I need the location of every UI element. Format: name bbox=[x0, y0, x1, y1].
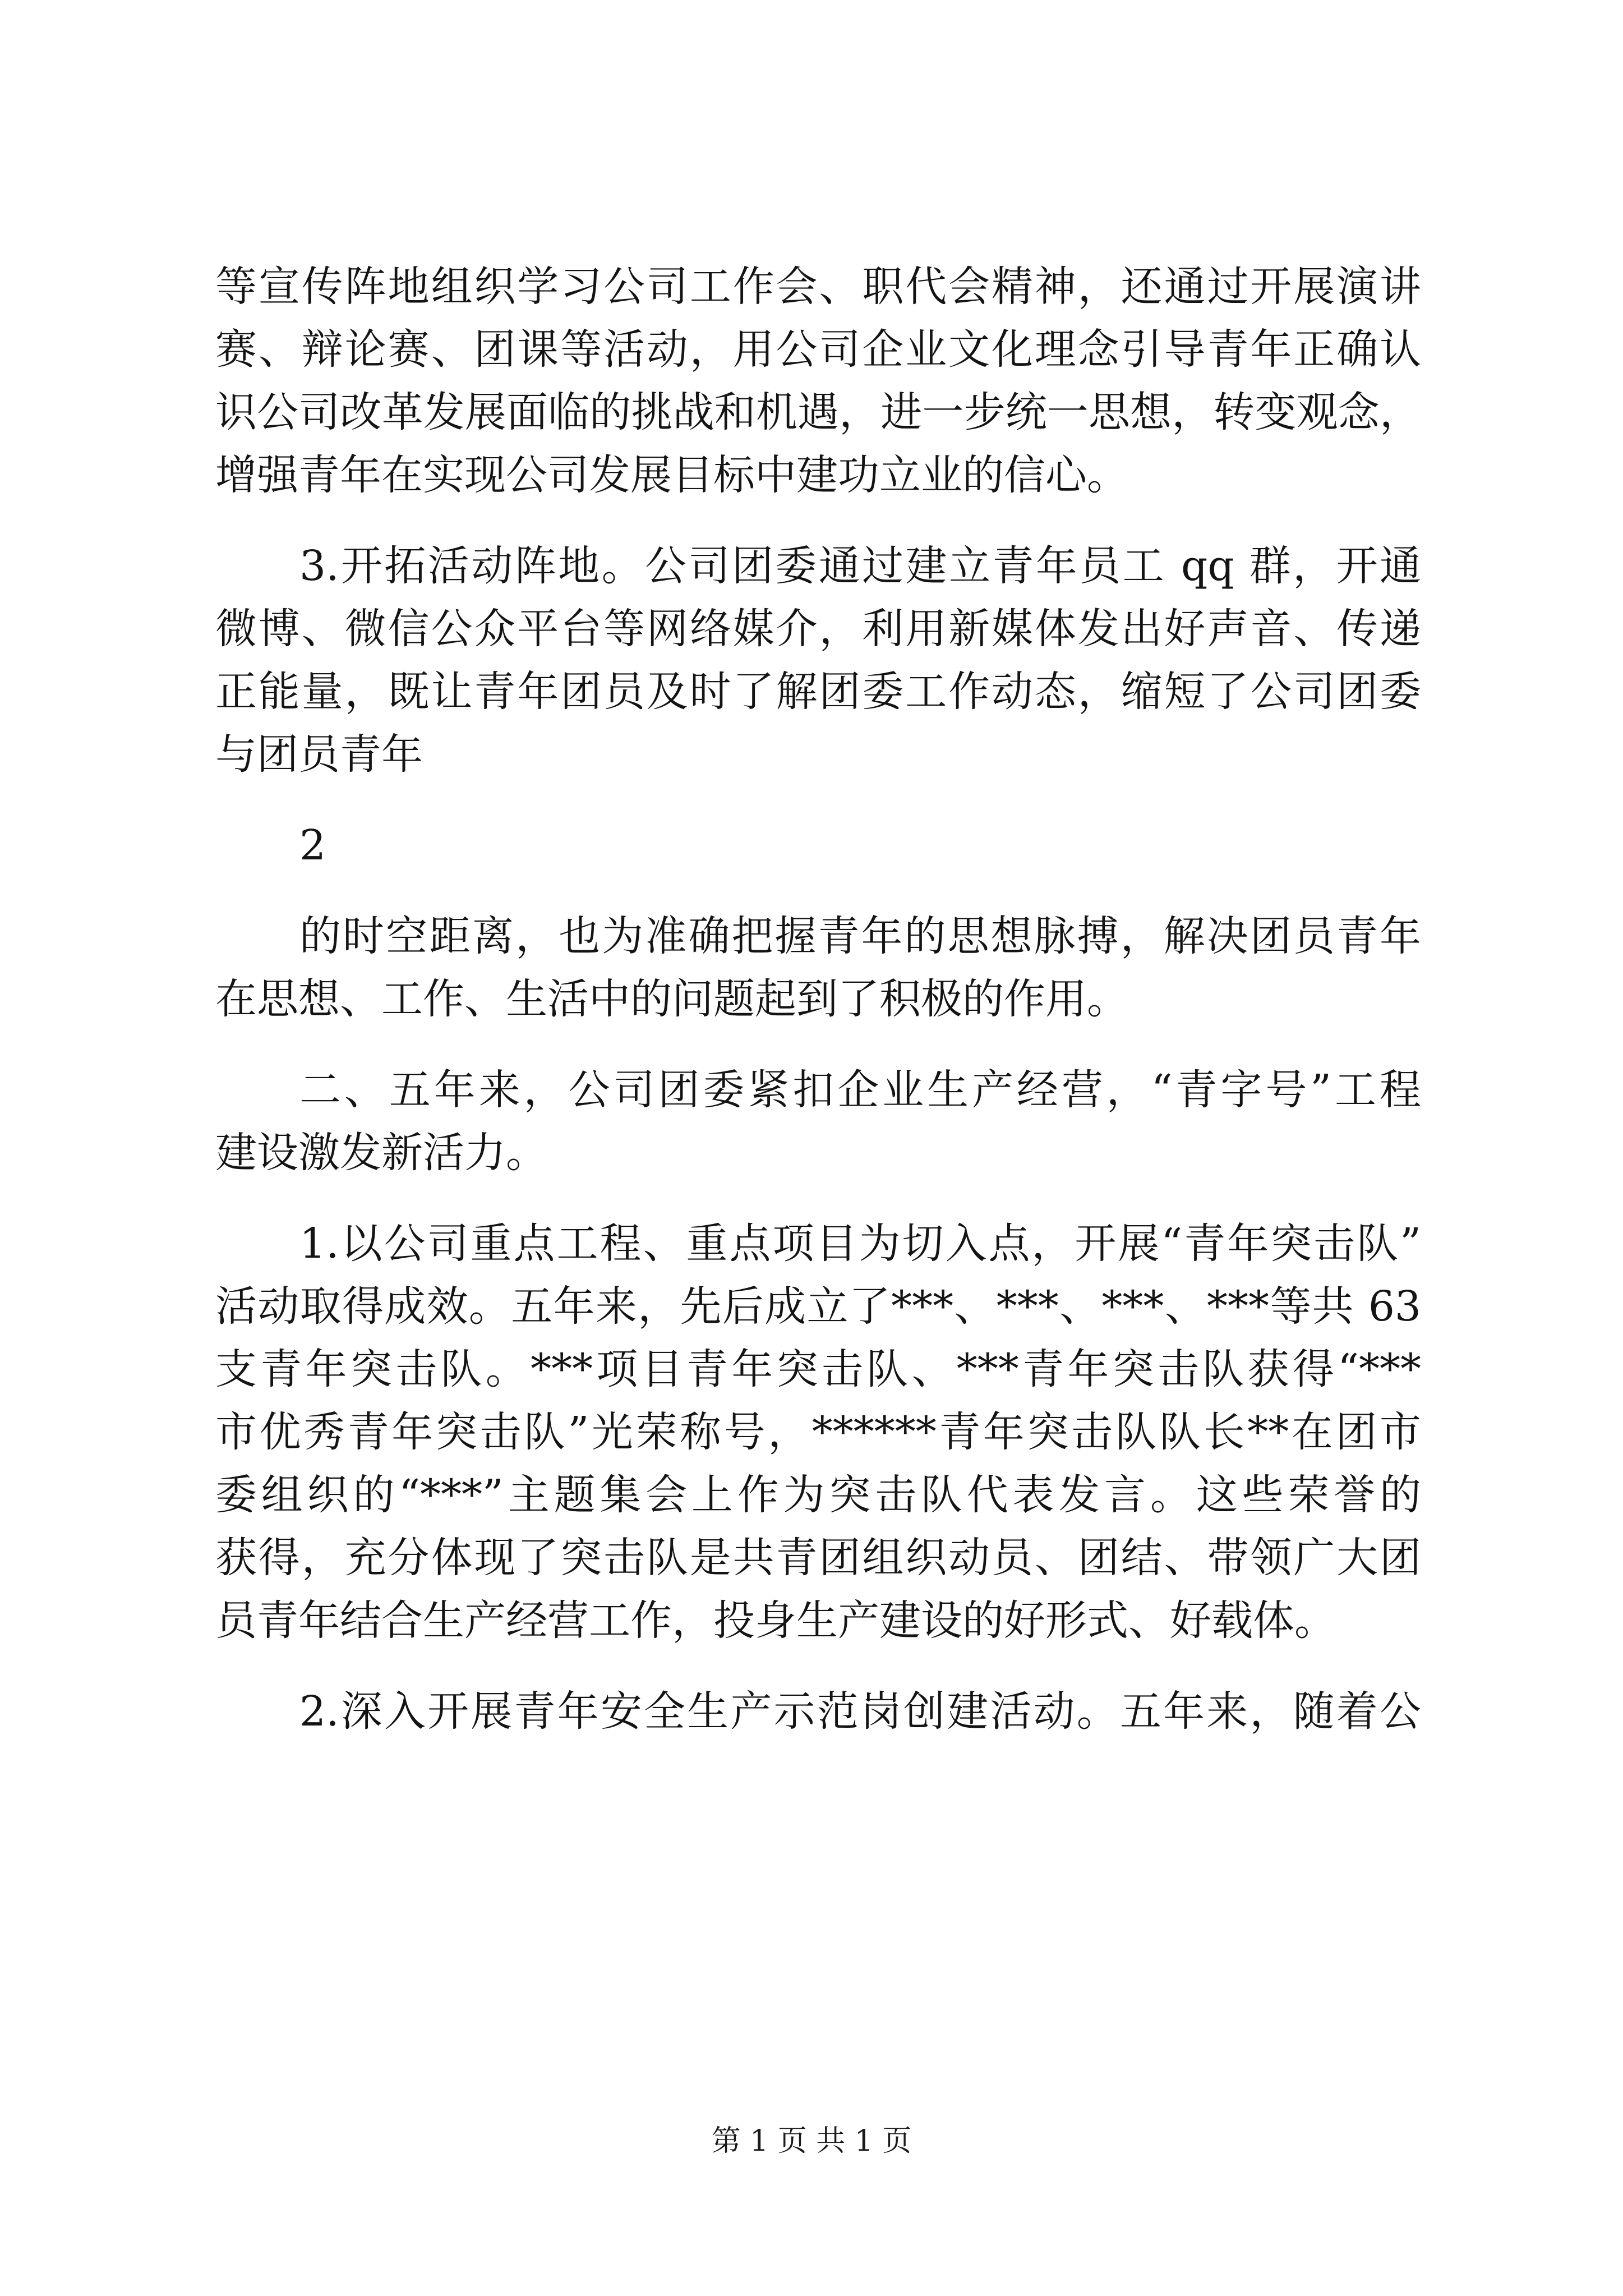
text-line: 1.以公司重点工程、重点项目为切入点，开展“青年突击队” bbox=[299, 1220, 1421, 1268]
text-line: 二、五年来，公司团委紧扣企业生产经营，“青字号”工程 bbox=[299, 1066, 1421, 1114]
text-line: 委组织的“***”主题集会上作为突击队代表发言。这些荣誉的 bbox=[215, 1471, 1421, 1519]
text-line: 获得，充分体现了突击队是共青团组织动员、团结、带领广大团 bbox=[215, 1534, 1421, 1582]
text-line: 支青年突击队。***项目青年突击队、***青年突击队获得“*** bbox=[215, 1345, 1421, 1393]
text-line: 增强青年在实现公司发展目标中建功立业的信心。 bbox=[215, 451, 1128, 499]
document-body bbox=[215, 255, 1421, 1743]
text-line: 赛、辩论赛、团课等活动，用公司企业文化理念引导青年正确认 bbox=[215, 325, 1421, 374]
text-line: 的时空距离，也为准确把握青年的思想脉搏，解决团员青年 bbox=[299, 912, 1421, 960]
text-line: 3.开拓活动阵地。公司团委通过建立青年员工 qq 群，开通 bbox=[299, 542, 1421, 590]
text-line: 正能量，既让青年团员及时了解团委工作动态，缩短了公司团委 bbox=[215, 668, 1421, 716]
text-line: 识公司改革发展面临的挑战和机遇，进一步统一思想，转变观念， bbox=[215, 388, 1421, 436]
text-line: 在思想、工作、生活中的问题起到了积极的作用。 bbox=[215, 975, 1128, 1023]
page-footer: 第 1 页 共 1 页 bbox=[711, 2124, 912, 2158]
text-line: 等宣传阵地组织学习公司工作会、职代会精神，还通过开展演讲 bbox=[215, 263, 1421, 311]
text-line: 员青年结合生产经营工作，投身生产建设的好形式、好载体。 bbox=[215, 1596, 1336, 1645]
text-line: 微博、微信公众平台等网络媒介，利用新媒体发出好声音、传递 bbox=[215, 605, 1421, 653]
text-line: 市优秀青年突击队”光荣称号，******青年突击队队长**在团市 bbox=[215, 1408, 1421, 1456]
page-number-in-text: 2 bbox=[299, 821, 326, 869]
text-line: 活动取得成效。五年来，先后成立了***、***、***、***等共 63 bbox=[215, 1282, 1421, 1331]
text-line: 2.深入开展青年安全生产示范岗创建活动。五年来，随着公 bbox=[299, 1687, 1421, 1736]
text-line: 与团员青年 bbox=[215, 730, 423, 779]
text-line: 建设激发新活力。 bbox=[215, 1129, 547, 1177]
